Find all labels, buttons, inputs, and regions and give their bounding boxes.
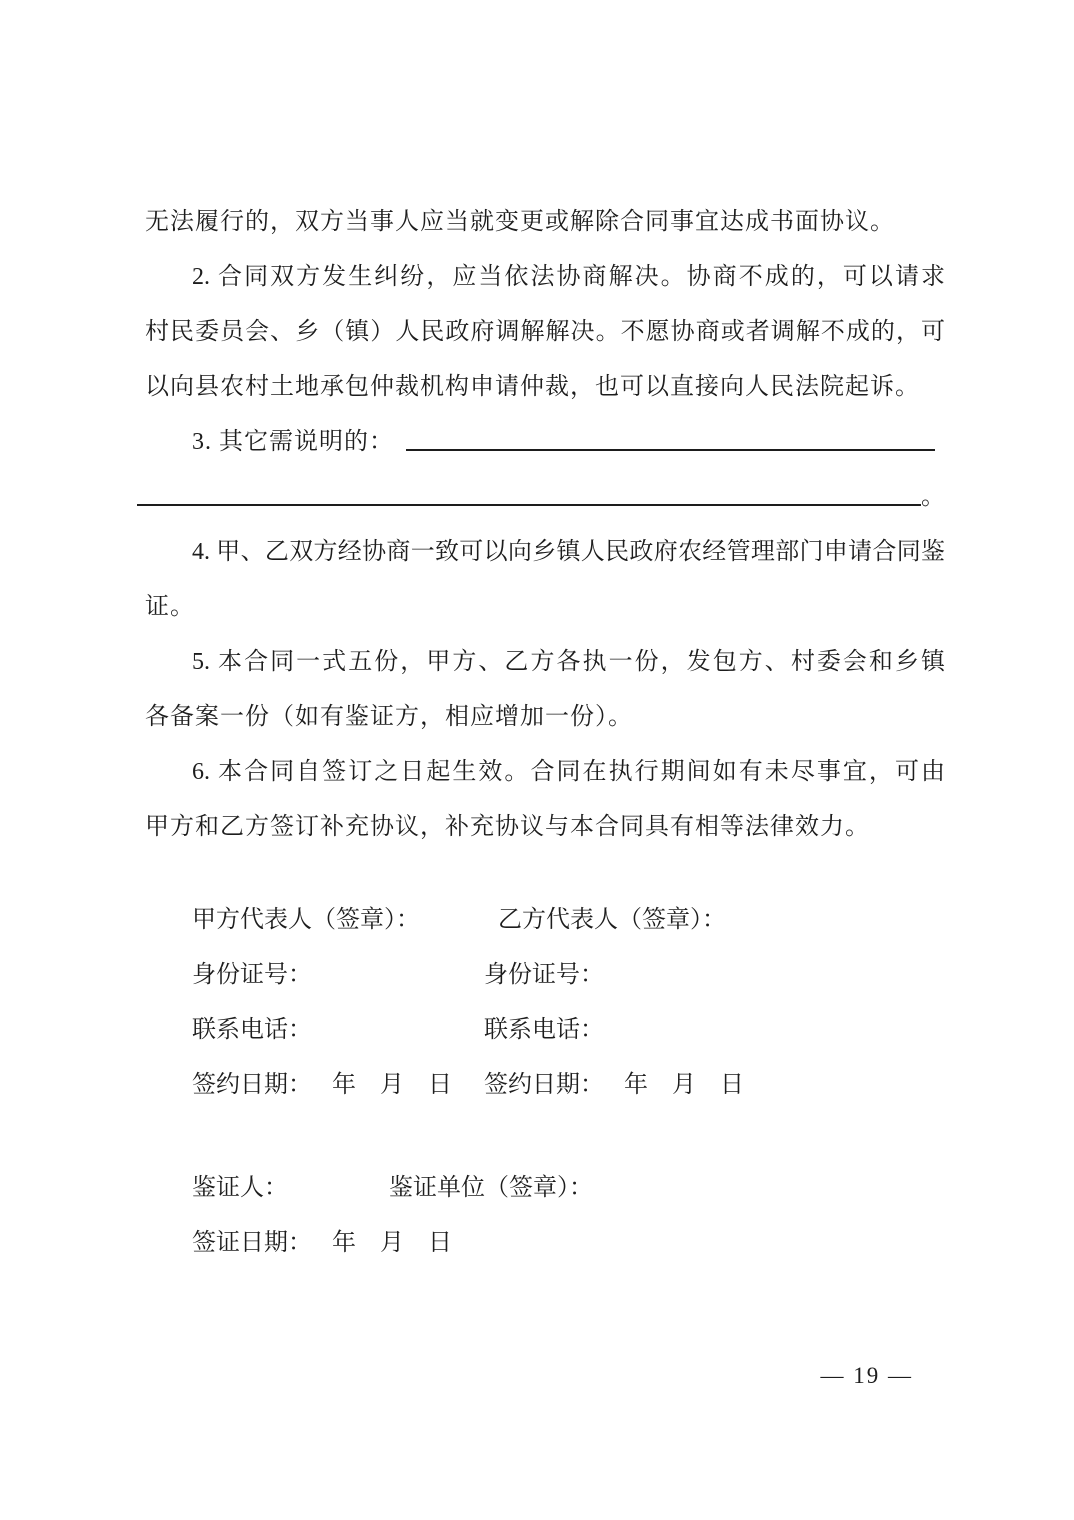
attestor-label: 鉴证人：	[192, 1175, 288, 1201]
clause-4-line-2: 证。	[145, 594, 195, 620]
signature-row-phone	[145, 1003, 945, 1058]
clause-3-continuation-row	[137, 470, 945, 525]
signature-row-sign	[145, 893, 945, 948]
attestation-org-label: 鉴证单位（签章）：	[389, 1175, 593, 1201]
clause-3-blank-field[interactable]	[406, 415, 935, 451]
party-b-date-placeholder: 年 月 日	[624, 1072, 744, 1098]
signature-block	[145, 893, 945, 1113]
party-a-phone-label: 联系电话：	[192, 1017, 312, 1043]
carryover-paragraph-line: 无法履行的，双方当事人应当就变更或解除合同事宜达成书面协议。	[145, 209, 895, 235]
party-a-id-label: 身份证号：	[192, 962, 312, 988]
party-b-id-label: 身份证号：	[484, 962, 604, 988]
party-a-date-cell	[192, 1058, 478, 1113]
attestation-row-date	[145, 1216, 945, 1271]
clause-3-row	[145, 415, 945, 470]
page-number: — 19 —	[820, 1363, 913, 1388]
attestation-date-label: 签证日期：	[192, 1230, 312, 1256]
party-b-signature-label: 乙方代表人（签章）：	[498, 907, 726, 933]
clause-2-line-2: 村民委员会、乡（镇）人民政府调解解决。不愿协商或者调解不成的，可	[145, 319, 945, 345]
attestation-row-names	[145, 1161, 945, 1216]
clause-3-label: 3. 其它需说明的：	[192, 429, 394, 455]
contract-body	[145, 195, 945, 1271]
clause-2-line-3: 以向县农村土地承包仲裁机构申请仲裁，也可以直接向人民法院起诉。	[145, 374, 920, 400]
party-b-date-cell	[484, 1058, 744, 1113]
party-a-signature-label: 甲方代表人（签章）：	[192, 907, 420, 933]
signature-row-id	[145, 948, 945, 1003]
attestation-block	[145, 1161, 945, 1271]
clause-5-line-1: 5. 本合同一式五份，甲方、乙方各执一份，发包方、村委会和乡镇	[192, 649, 945, 675]
clause-6-line-2: 甲方和乙方签订补充协议，补充协议与本合同具有相等法律效力。	[145, 814, 870, 840]
attestation-date-placeholder: 年 月 日	[332, 1230, 452, 1256]
clause-3-trailing-period: 。	[921, 484, 945, 510]
clause-5-line-2: 各备案一份（如有鉴证方，相应增加一份）。	[145, 704, 633, 730]
party-a-sign-date-label: 签约日期：	[192, 1072, 312, 1098]
clause-2-line-1: 2. 合同双方发生纠纷，应当依法协商解决。协商不成的，可以请求	[192, 264, 945, 290]
signature-row-date	[145, 1058, 945, 1113]
party-a-date-placeholder: 年 月 日	[332, 1072, 452, 1098]
clause-4-line-1: 4. 甲、乙双方经协商一致可以向乡镇人民政府农经管理部门申请合同鉴	[192, 539, 945, 565]
party-b-phone-label: 联系电话：	[484, 1017, 604, 1043]
clause-6-line-1: 6. 本合同自签订之日起生效。合同在执行期间如有未尽事宜，可由	[192, 759, 945, 785]
party-b-sign-date-label: 签约日期：	[484, 1072, 604, 1098]
clause-3-blank-field-continued[interactable]	[137, 470, 921, 506]
